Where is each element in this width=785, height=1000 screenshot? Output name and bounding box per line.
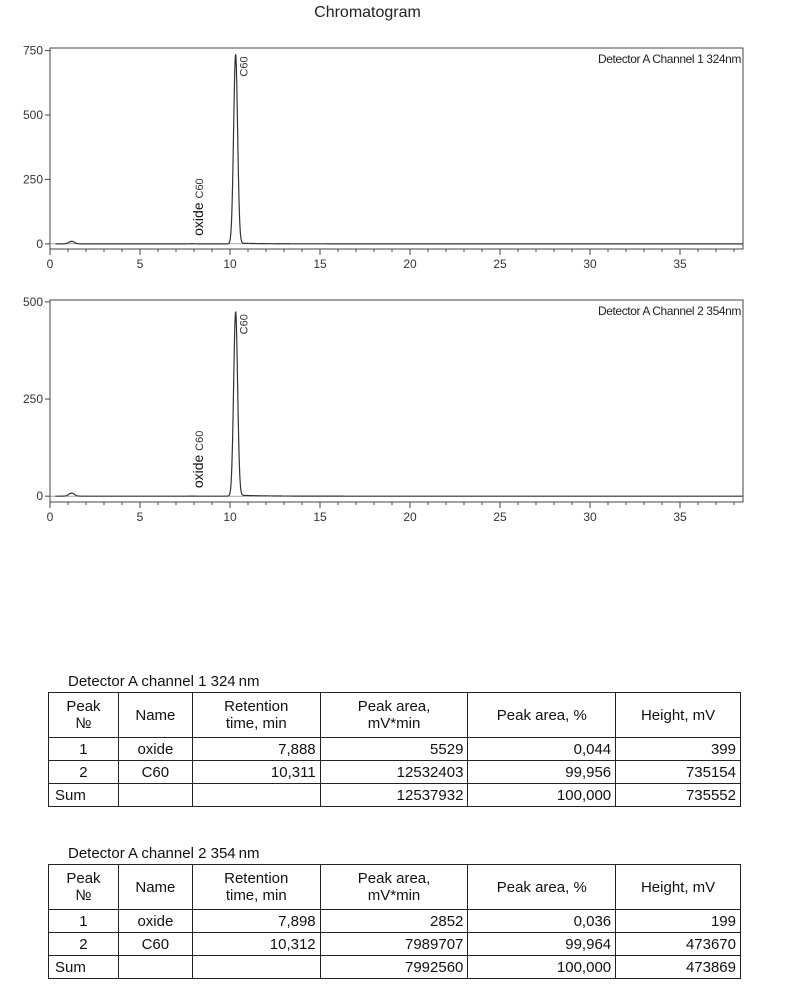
table-cell: 7989707 [320,933,468,956]
chromatogram-trace [55,312,742,497]
plot-frame [50,48,743,249]
table-cell: 100,000 [468,956,616,979]
table-cell: 7,888 [192,738,320,761]
table-cell: Sum [49,956,119,979]
table-row [49,738,741,761]
y-tick-label: 250 [22,172,43,187]
table-cell: 10,311 [192,761,320,784]
table-cell: 7992560 [320,956,468,979]
y-tick-label: 250 [22,392,43,407]
table-2-caption: Detector A channel 2 354 nm [68,845,260,862]
x-tick-label: 0 [46,257,54,271]
table-cell: 735154 [616,761,741,784]
x-tick-label: 10 [223,257,237,271]
plot-frame [50,300,743,502]
chromatogram-channel-2 [0,292,785,532]
table-cell: 1 [49,738,119,761]
peak-label-oxide: oxide C60 [189,178,206,236]
results-table-channel-2 [48,864,741,979]
y-tick-label: 750 [22,43,43,58]
table-row [49,933,741,956]
chromatogram-trace [55,54,742,244]
table-cell: 0,036 [468,910,616,933]
y-tick-label: 500 [22,294,43,309]
table-cell: C60 [118,933,192,956]
y-tick-label: 0 [36,489,43,504]
x-tick-label: 0 [46,510,54,524]
table-header-row [49,693,741,738]
y-tick-label: 500 [22,108,43,122]
x-tick-label: 5 [136,257,144,271]
x-tick-label: 35 [673,510,687,524]
table-cell: 2852 [320,910,468,933]
page-title: Chromatogram [314,4,421,21]
column-header: Retention time, min [192,693,320,738]
table-cell: Sum [49,784,119,807]
table-row [49,910,741,933]
table-row [49,956,741,979]
x-tick-label: 20 [403,510,417,524]
table-cell: 473869 [616,956,741,979]
x-tick-label: 25 [493,257,507,271]
column-header: Height, mV [616,693,741,738]
chromatogram-channel-1 [0,40,785,320]
table-cell [118,784,192,807]
table-header-row [49,865,741,910]
table-row [49,784,741,807]
table-cell: 5529 [320,738,468,761]
table-1-caption: Detector A channel 1 324 nm [68,673,260,690]
x-tick-label: 20 [403,257,417,271]
column-header: Peak area, % [468,865,616,910]
table-cell: 100,000 [468,784,616,807]
table-cell: oxide [118,910,192,933]
table-cell: 2 [49,933,119,956]
column-header: Name [118,865,192,910]
table-cell: 199 [616,910,741,933]
table-cell: 7,898 [192,910,320,933]
column-header: Height, mV [616,865,741,910]
table-cell: 1 [49,910,119,933]
table-cell [192,784,320,807]
column-header: Retention time, min [192,865,320,910]
x-tick-label: 10 [223,510,237,524]
results-table-channel-1 [48,692,741,807]
chart-legend: Detector A Channel 1 324nm [597,52,741,66]
column-header: Peak area, mV*min [320,693,468,738]
x-tick-label: 30 [583,257,597,271]
x-tick-label: 15 [313,257,327,271]
column-header: Peak area, % [468,693,616,738]
peak-label-c60: C60 [238,314,251,335]
x-tick-label: 25 [493,510,507,524]
column-header: Peak area, mV*min [320,865,468,910]
table-cell [118,956,192,979]
column-header: Peak № [49,865,119,910]
peak-label-oxide: oxide C60 [190,430,207,489]
table-cell: 0,044 [468,738,616,761]
column-header: Peak № [49,693,119,738]
table-cell: 12532403 [320,761,468,784]
y-tick-label: 0 [36,236,43,251]
table-cell: 10,312 [192,933,320,956]
x-tick-label: 35 [673,257,687,271]
table-cell: 473670 [616,933,741,956]
table-row [49,761,741,784]
table-cell: 2 [49,761,119,784]
table-cell: C60 [118,761,192,784]
x-tick-label: 5 [136,510,144,524]
x-tick-label: 30 [583,510,597,524]
peak-label-c60: C60 [238,56,251,77]
x-tick-label: 15 [313,510,327,524]
table-cell: 12537932 [320,784,468,807]
table-cell: 99,956 [468,761,616,784]
table-cell: 735552 [616,784,741,807]
chart-legend: Detector A Channel 2 354nm [597,304,741,318]
table-cell: oxide [118,738,192,761]
table-cell: 99,964 [468,933,616,956]
table-cell [192,956,320,979]
table-cell: 399 [616,738,741,761]
column-header: Name [118,693,192,738]
